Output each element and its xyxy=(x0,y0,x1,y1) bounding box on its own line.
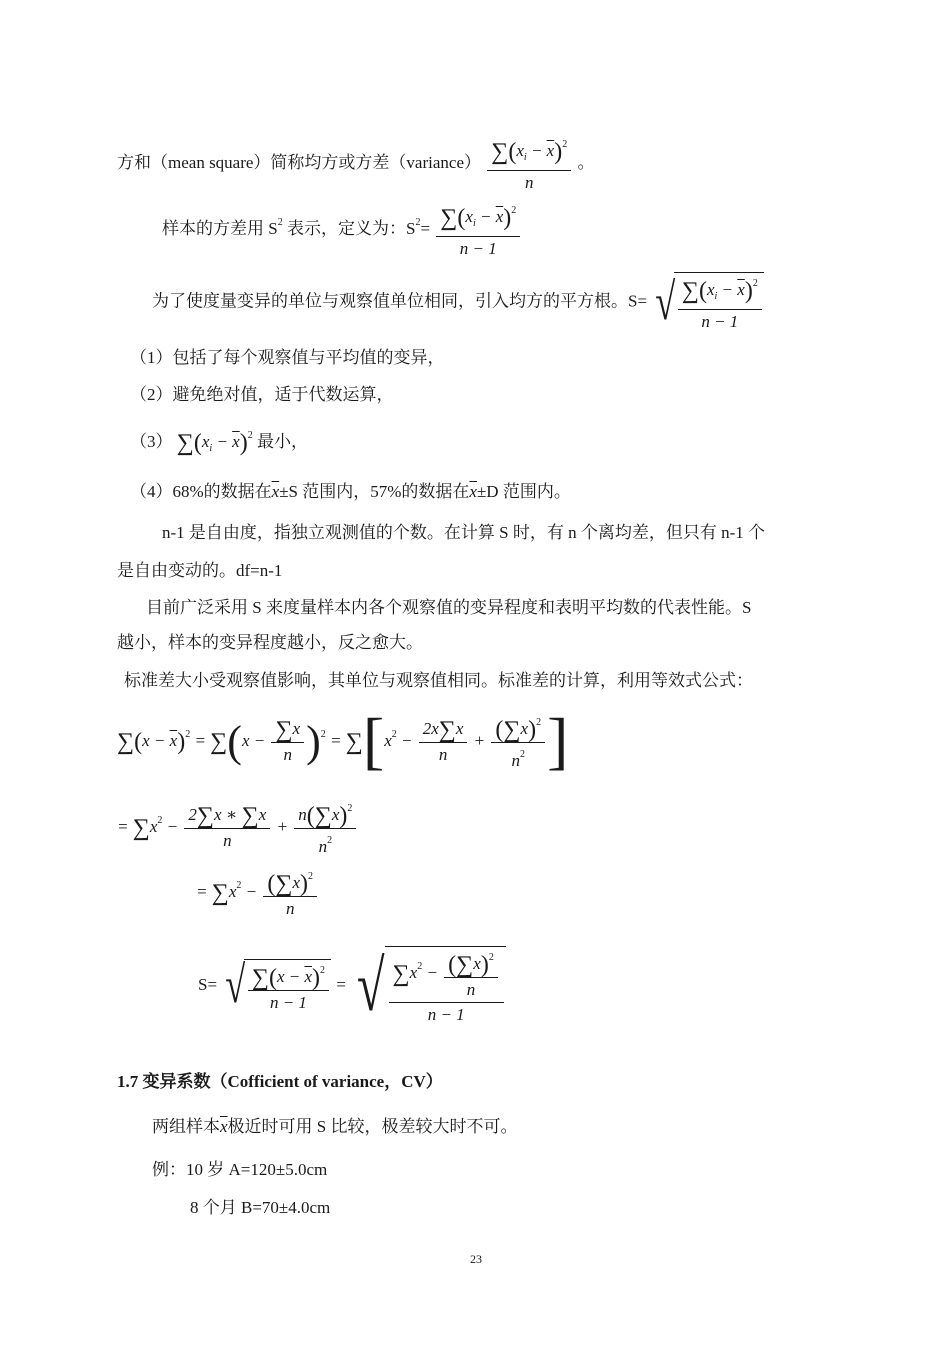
equation-simplified: = $\sum x^2$ − $\frac{(\sum x)^2}{n}$ xyxy=(196,866,319,920)
line-std-dev: 为了使度量变异的单位与观察值单位相同，引入均方的平方根。S= √ $\frac{\sum(x_i - \overline{x})^2}{n - 1}$ xyxy=(152,272,764,333)
equation-std-dev: S= √ $\frac{\sum(x - \overline{x})^2}{n - 1}$ = √ $\sum x^2$ − $\frac{(\sum x)^2}{n}$ n − 1 xyxy=(198,946,506,1026)
equation-expand-2: = $\sum x^2$ − $\frac{2\sum x ∗ \sum x}{n}$ + $\frac{n(\sum x)^2}{n^2}$ xyxy=(117,798,358,858)
example-line-2: 8 个月 B=70±4.0cm xyxy=(190,1198,331,1217)
paragraph-cv: 两组样本$\overline{x}$极近时可用 S 比较，极差较大时不可。 xyxy=(152,1117,518,1136)
example-line-1: 例：10 岁 A=120±5.0cm xyxy=(152,1160,328,1179)
list-item-1: （1）包括了每个观察值与平均值的变异， xyxy=(130,348,445,367)
paragraph-s-cont: 越小，样本的变异程度越小，反之愈大。 xyxy=(117,633,423,652)
list-item-3: （3） $\sum(x_i - \overline{x})^2$ 最小， xyxy=(130,430,308,456)
equation-expand-1: $\sum(x - \overline{x})^2 = \sum(x$ − $\frac{\sum x}{n}$ )$^2 = \sum[x^2$ − $\frac{2x\sum x}{n}$ + $\frac{(\sum x)^2}{n^2}$ ] xyxy=(117,704,569,776)
std-dev-root: √ $\frac{\sum(x_i - \overline{x})^2}{n - 1}$ xyxy=(651,272,764,333)
line-mean-square: 方和（mean square）简称均方或方差（variance） $\frac{\sum(x_i - \overline{x})^2}{n}$ 。 xyxy=(117,134,594,194)
sample-variance-fraction: $\frac{\sum(x_i - \overline{x})^2}{n - 1}$ xyxy=(436,200,520,260)
text: 方和（mean square）简称均方或方差（variance） xyxy=(117,152,481,172)
section-heading: 1.7 变异系数（Cofficient of variance，CV） xyxy=(117,1072,443,1091)
paragraph-dof: n-1 是自由度，指独立观测值的个数。在计算 S 时，有 n 个离均差，但只有 n-1 个 xyxy=(162,523,766,542)
paragraph-dof-cont: 是自由变动的。df=n-1 xyxy=(117,561,283,580)
list-item-4: （4）68%的数据在$\overline{x}\pm S$ 范围内，57%的数据在$\overline{x}\pm D$ 范围内。 xyxy=(130,482,571,501)
variance-fraction: $\frac{\sum(x_i - \overline{x})^2}{n}$ xyxy=(487,134,571,194)
paragraph-s: 目前广泛采用 S 来度量样本内各个观察值的变异程度和表明平均数的代表性能。S xyxy=(146,598,752,617)
list-item-2: （2）避免绝对值，适于代数运算， xyxy=(130,385,394,404)
paragraph-std-calc: 标准差大小受观察值影响，其单位与观察值相同。标准差的计算，利用等效式公式： xyxy=(124,671,753,690)
line-sample-variance: 样本的方差用 $S^2$ 表示，定义为：$S^2=$ $\frac{\sum(x_i - \overline{x})^2}{n - 1}$ xyxy=(162,200,522,260)
page-number: 23 xyxy=(470,1252,482,1266)
